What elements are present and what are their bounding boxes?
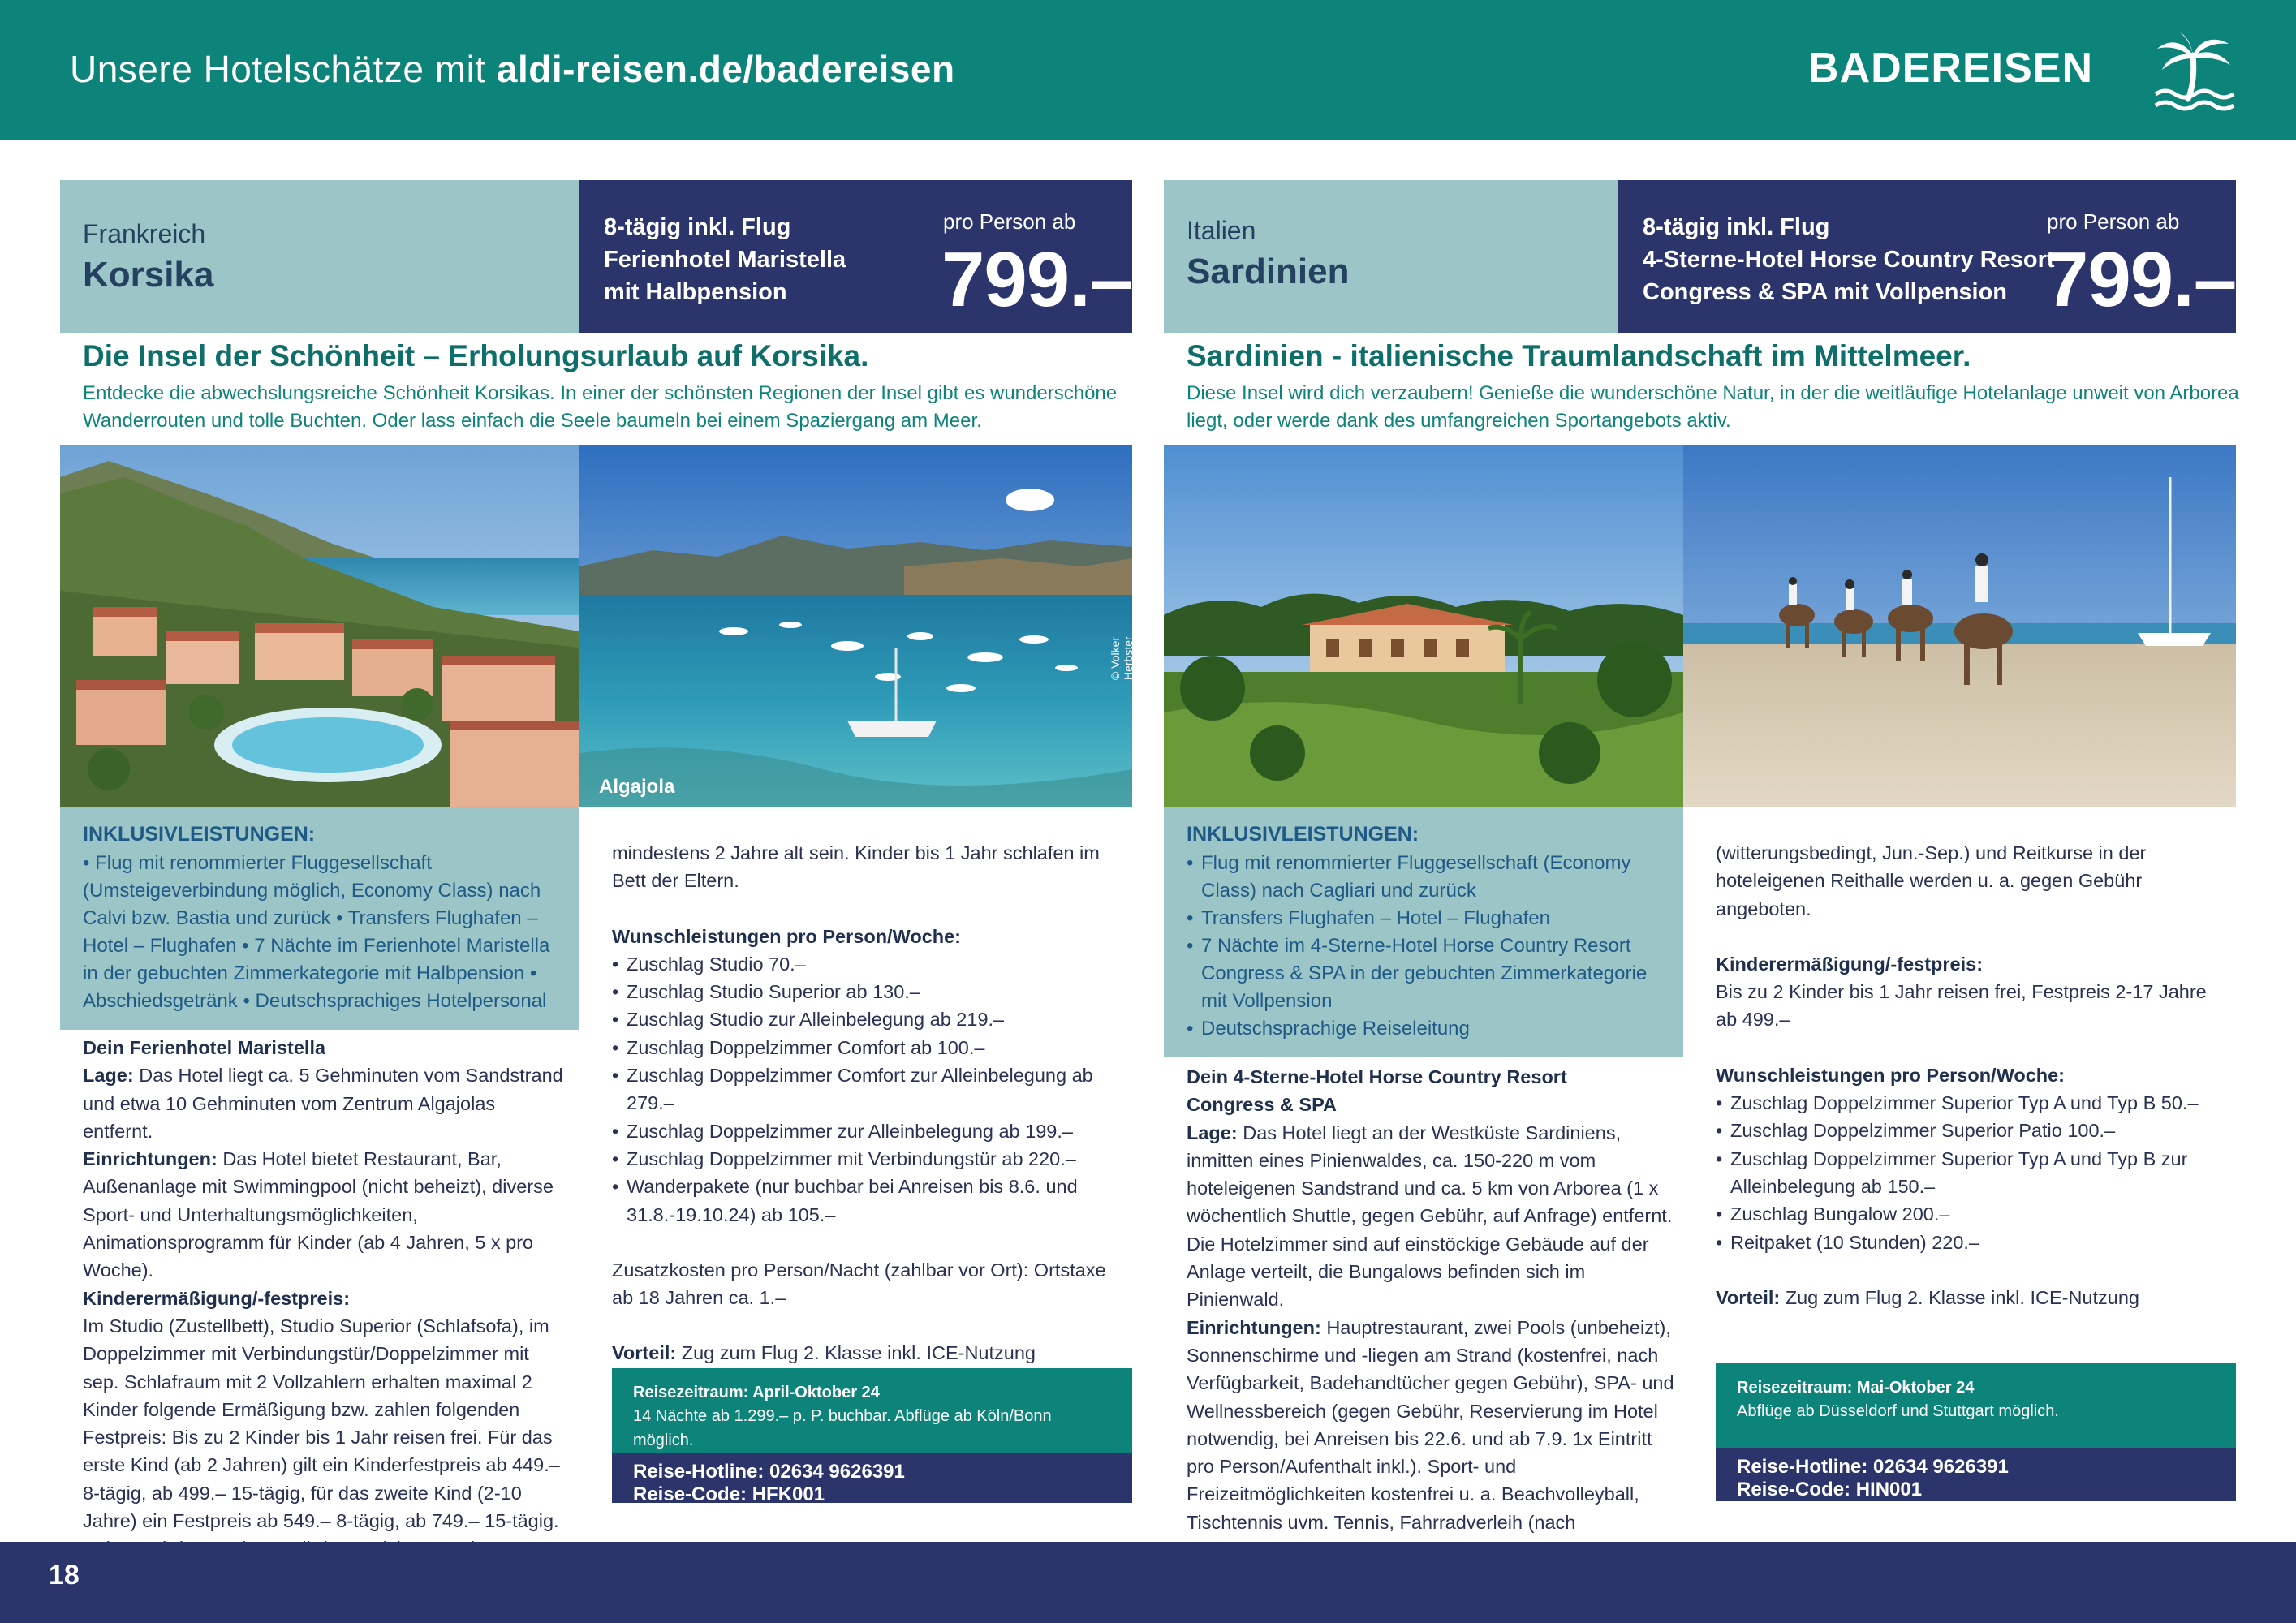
list-item: • Zuschlag Doppelzimmer Superior Typ A und Typ B 50.–: [1716, 1089, 2227, 1117]
list-item: • Transfers Flughafen – Hotel – Flughafen: [1187, 905, 1661, 932]
advantage-label: Vorteil:: [612, 1342, 677, 1364]
duration-line: 8-tägig inkl. Flug: [1643, 214, 1830, 240]
bay-photo: [579, 445, 1135, 807]
continued-text: (witterungsbedingt, Jun.-Sep.) und Reitkurse in der hoteleigenen Reithalle werden u. a. gegen Gebühr angeboten.: [1716, 842, 2147, 919]
list-item: • 7 Nächte im 4-Sterne-Hotel Horse Country Resort Congress & SPA in der gebuchten Zimmerkategorie mit Vollpension: [1187, 932, 1661, 1015]
photo-caption: Algajola: [599, 776, 675, 798]
offer-details: [612, 839, 1123, 1367]
list-item: • Deutschsprachige Reiseleitung: [1187, 1015, 1661, 1043]
children-label: Kinderermäßigung/-festpreis:: [1716, 953, 1984, 975]
list-item: • Zuschlag Studio zur Alleinbelegung ab 219.–: [612, 1005, 1123, 1033]
list-item: • Zuschlag Bungalow 200.–: [1716, 1200, 2227, 1228]
list-item: • Zuschlag Doppelzimmer Comfort zur Alleinbelegung ab 279.–: [612, 1061, 1123, 1117]
children-text: Im Studio (Zustellbett), Studio Superior (Schlafsofa), im Doppelzimmer mit Verbindungstür/Doppelzimmer mit sep. Schlafraum mit 2 Vollzahlern erhalten maximal 2 Kinder folgende Ermäßigung bzw. zahlen folgenden Festpreis: Bis zu 2 Kinder bis 1 Jahr reisen frei. Für das erste Kind (ab 2 Jahren) gilt ein Kinderfestpreis ab 449.– 8-tägig, ab 499.– 15-tägig, für das zweite Kind (2-10 Jahre) ein Festpreis ab 549.– 8-tägig, ab 749.– 15-tägig.: [83, 1315, 560, 1532]
offer-headline: Die Insel der Schönheit – Erholungsurlaub auf Korsika.: [83, 339, 869, 372]
photo-credit: © Volker Herbster: [1109, 636, 1135, 680]
price-value: 799.–: [941, 236, 1133, 323]
duration-line: 8-tägig inkl. Flug: [604, 214, 791, 240]
facilities-paragraph: [1187, 1314, 1683, 1565]
travel-period: Reisezeitraum: April-Oktober 24: [633, 1384, 880, 1401]
travel-period-box: [1716, 1363, 2236, 1448]
hotline[interactable]: Reise-Hotline: 02634 9626391: [633, 1461, 905, 1483]
offer-sardinien: [1164, 180, 2239, 1533]
travel-period-box: [612, 1368, 1132, 1453]
destination-header: [1164, 180, 1618, 333]
resort-image: [60, 445, 579, 807]
offer-price-header: [1618, 180, 2236, 333]
advantage-paragraph: [612, 1339, 1123, 1367]
region-label: Sardinien: [1187, 252, 1350, 291]
price-label: pro Person ab: [943, 209, 1076, 234]
offer-intro: Diese Insel wird dich verzaubern! Genieße die wunderschöne Natur, in der die weitläufige Hotelanlage unweit von Arborea liegt, oder werde dank des umfangreichen Sportangebots aktiv.: [1187, 382, 2239, 432]
location-paragraph: [1187, 1119, 1683, 1314]
page-heading: [70, 47, 955, 91]
booking-code: Reise-Code: HIN001: [1737, 1479, 1923, 1500]
list-item: • Zuschlag Doppelzimmer mit Verbindungstür ab 220.–: [612, 1145, 1123, 1173]
inclusive-title: INKLUSIVLEISTUNGEN:: [1187, 823, 1419, 846]
hotel-title: Dein Ferienhotel Maristella: [83, 1037, 326, 1058]
price-value: 799.–: [2045, 236, 2237, 323]
offer-intro: Entdecke die abwechslungsreiche Schönheit Korsikas. In einer der schönsten Regionen der Insel gibt es wunderschöne Wanderrouten und tolle Buchten. Oder lass einfach die Seele baumeln bei einem Spaziergang am Meer.: [83, 382, 1118, 432]
offer-summary: [604, 211, 846, 308]
continued-text: mindestens 2 Jahre alt sein. Kinder bis 1 Jahr schlafen im Bett der Eltern.: [612, 842, 1100, 892]
travel-note: Abflüge ab Düsseldorf und Stuttgart möglich.: [1737, 1402, 2059, 1420]
list-item: • Flug mit renommierter Fluggesellschaft (Economy Class) nach Cagliari und zurück: [1187, 850, 1661, 905]
resort-photo: [60, 445, 579, 807]
travel-note: 14 Nächte ab 1.299.– p. P. buchbar. Abflüge ab Köln/Bonn möglich.: [633, 1407, 1052, 1449]
list-item: • Wanderpakete (nur buchbar bei Anreisen bis 8.6. und 31.8.-19.10.24) ab 105.–: [612, 1173, 1123, 1229]
facilities-paragraph: [83, 1145, 570, 1284]
offer-details: [1716, 839, 2227, 1311]
extra-costs-text: Zusatzkosten pro Person/Nacht (zahlbar vor Ort): Ortstaxe ab 18 Jahren ca. 1.–: [612, 1259, 1106, 1309]
inclusive-title: INKLUSIVLEISTUNGEN:: [83, 823, 316, 846]
travel-period: Reisezeitraum: Mai-Oktober 24: [1737, 1379, 1975, 1397]
offer-summary: [1643, 211, 2055, 308]
hotel-line: 4-Sterne-Hotel Horse Country Resort: [1643, 247, 2055, 273]
website-link[interactable]: aldi-reisen.de/badereisen: [496, 48, 955, 90]
booking-box: [612, 1453, 1132, 1503]
list-item: • Reitpaket (10 Stunden) 220.–: [1716, 1229, 2227, 1256]
offer-korsika: [60, 180, 1135, 1532]
inclusive-services-box: [60, 807, 579, 1030]
location-paragraph: [83, 1061, 570, 1145]
destination-header: [60, 180, 579, 333]
riding-photo: [1683, 445, 2236, 807]
board-line: mit Halbpension: [604, 279, 787, 305]
offer-price-header: [579, 180, 1132, 333]
list-item: • Zuschlag Doppelzimmer zur Alleinbelegung ab 199.–: [612, 1117, 1123, 1145]
facilities-label: Einrichtungen:: [1187, 1316, 1321, 1338]
list-item: • Zuschlag Doppelzimmer Superior Patio 100.–: [1716, 1117, 2227, 1144]
hotel-image: [1164, 445, 1683, 807]
list-item: • Zuschlag Studio Superior ab 130.–: [612, 978, 1123, 1005]
hotel-line: Ferienhotel Maristella: [604, 247, 846, 273]
facilities-text: Hauptrestaurant, zwei Pools (unbeheizt), Sonnenschirme und -liegen am Strand (kostenfrei, nach Verfügbarkeit, Badehandtücher gegen Gebühr), SPA- und Wellnessbereich (gegen Gebühr, Reservierung im Hotel notwendig, bei Anreisen bis 22.6. und ab 7.9. 1x Eintritt pro Person/Aufenthalt inkl.). Sport- und Freizeitmöglichkeiten kostenfrei u. a. Beachvolleyball, Tischtennis uvm. Tennis, Fahrradverleih (nach: [1187, 1316, 1674, 1533]
country-label: Italien: [1187, 216, 1256, 245]
heading-prefix: Unsere Hotelschätze mit: [70, 48, 497, 90]
section-brand: BADEREISEN: [1808, 45, 2093, 92]
list-item: • Zuschlag Studio 70.–: [612, 950, 1123, 978]
extras-list: [1716, 1089, 2227, 1256]
location-text: Das Hotel liegt ca. 5 Gehminuten vom Sandstrand und etwa 10 Gehminuten vom Zentrum Algajolas entfernt.: [83, 1065, 563, 1142]
advantage-label: Vorteil:: [1716, 1286, 1781, 1308]
list-item: • Zuschlag Doppelzimmer Superior Typ A und Typ B zur Alleinbelegung ab 150.–: [1716, 1145, 2227, 1201]
price-label: pro Person ab: [2047, 209, 2180, 234]
offer-headline: Sardinien - italienische Traumlandschaft im Mittelmeer.: [1187, 339, 1971, 372]
board-line: Congress & SPA mit Vollpension: [1643, 279, 2008, 305]
bottom-banner: [0, 1542, 2296, 1623]
booking-box: [1716, 1448, 2236, 1501]
facilities-text: Das Hotel bietet Restaurant, Bar, Außenanlage mit Swimmingpool (nicht beheizt), diverse Sport- und Unterhaltungsmöglichkeiten, Animationsprogramm für Kinder (ab 4 Jahren, 5 x pro Woche).: [83, 1148, 554, 1281]
location-label: Lage:: [1187, 1121, 1238, 1143]
bay-image: [579, 445, 1132, 807]
extras-title: Wunschleistungen pro Person/Woche:: [1716, 1064, 2066, 1086]
hotel-photo: [1164, 445, 1683, 807]
country-label: Frankreich: [83, 219, 206, 248]
location-text: Das Hotel liegt an der Westküste Sardiniens, inmitten eines Pinienwaldes, ca. 150-220 m vom hoteleigenen Sandstrand und ca. 5 km von Arborea (1 x wöchentlich Shuttle, gegen Gebühr, auf Anfrage) entfernt. Die Hotelzimmer sind auf einstöckige Gebäude auf der Anlage verteilt, die Bungalows befinden sich im Pinienwald.: [1187, 1121, 1673, 1311]
location-label: Lage:: [83, 1065, 134, 1087]
extras-list: [612, 950, 1123, 1229]
children-text: Bis zu 2 Kinder bis 1 Jahr reisen frei, Festpreis 2-17 Jahre ab 499.–: [1716, 981, 2207, 1031]
inclusive-services-box: [1164, 807, 1683, 1057]
list-item: • Zuschlag Doppelzimmer Comfort ab 100.–: [612, 1034, 1123, 1061]
children-label: Kinderermäßigung/-festpreis:: [83, 1287, 351, 1309]
page-number: 18: [49, 1560, 80, 1591]
inclusive-list: [1187, 850, 1661, 1043]
advantage-text: Zug zum Flug 2. Klasse inkl. ICE-Nutzung: [1780, 1286, 2139, 1308]
booking-code: Reise-Code: HFK001: [633, 1483, 825, 1505]
hotel-description: [83, 1034, 570, 1591]
palm-island-icon: [2151, 31, 2240, 112]
inclusive-text: • Flug mit renommierter Fluggesellschaft (Umsteigeverbindung möglich, Economy Class) nach Calvi bzw. Bastia und zurück • Transfers Flughafen – Hotel – Flughafen • 7 Nächte im Ferienhotel Maristella in der gebuchten Zimmerkategorie mit Halbpension • Abschiedsgetränk • Deutschsprachiges Hotelpersonal: [83, 852, 550, 1012]
hotel-description: [1187, 1063, 1683, 1564]
riding-image: [1683, 445, 2236, 807]
extras-title: Wunschleistungen pro Person/Woche:: [612, 925, 962, 947]
region-label: Korsika: [83, 255, 214, 295]
hotel-title: Dein 4-Sterne-Hotel Horse Country Resort Congress & SPA: [1187, 1066, 1567, 1116]
facilities-label: Einrichtungen:: [83, 1148, 218, 1170]
advantage-paragraph: [1716, 1284, 2227, 1311]
advantage-text: Zug zum Flug 2. Klasse inkl. ICE-Nutzung: [676, 1342, 1036, 1364]
hotline[interactable]: Reise-Hotline: 02634 9626391: [1737, 1456, 2009, 1478]
